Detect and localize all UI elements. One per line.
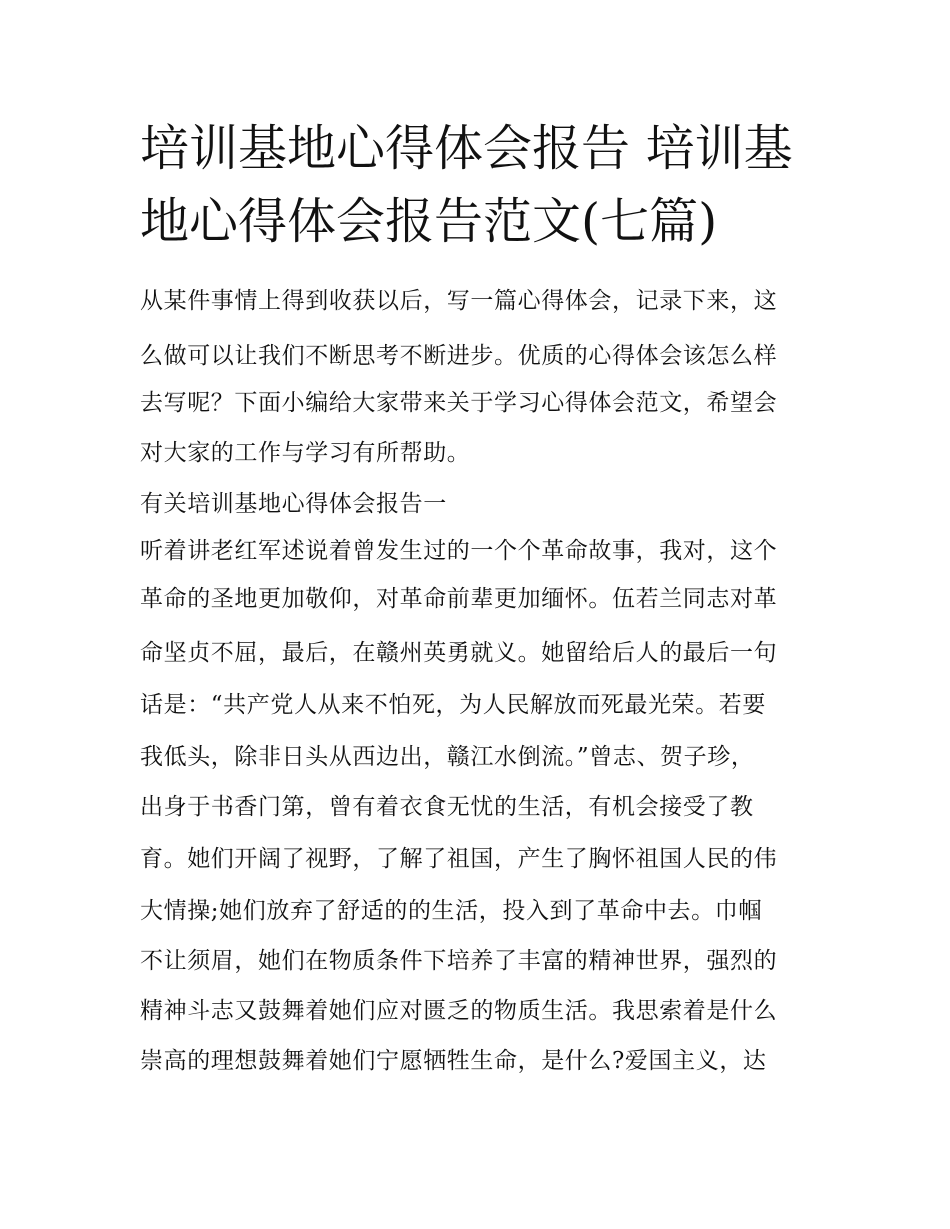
section-line-5: 我低头，除非日头从西边出，赣江水倒流。”曾志、贺子珍， (140, 744, 755, 770)
intro-line-1: 从某件事情上得到收获以后，写一篇心得体会，记录下来，这 (140, 288, 778, 314)
section-line-7: 育。她们开阔了视野，了解了祖国，产生了胸怀祖国人民的伟 (140, 846, 778, 872)
section-line-9: 不让须眉，她们在物质条件下培养了丰富的精神世界，强烈的 (140, 948, 778, 974)
section-line-1: 听着讲老红军述说着曾发生过的一个个革命故事，我对，这个 (140, 538, 778, 564)
section-line-2: 革命的圣地更加敬仰，对革命前辈更加缅怀。伍若兰同志对革 (140, 586, 778, 612)
document-title-line-1: 培训基地心得体会报告 培训基 (140, 120, 793, 177)
section-line-3: 命坚贞不屈，最后，在赣州英勇就义。她留给后人的最后一句 (140, 640, 778, 666)
section-line-6: 出身于书香门第，曾有着衣食无忧的生活，有机会接受了教 (140, 794, 754, 820)
section-line-8: 大情操;她们放弃了舒适的的生活，投入到了革命中去。巾帼 (140, 898, 762, 924)
document-title-line-2: 地心得体会报告范文(七篇) (140, 193, 718, 250)
section-heading: 有关培训基地心得体会报告一 (140, 491, 447, 517)
section-line-10: 精神斗志又鼓舞着她们应对匮乏的物质生活。我思索着是什么 (140, 998, 778, 1024)
section-line-11: 崇高的理想鼓舞着她们宁愿牺牲生命，是什么?爱国主义，达 (140, 1048, 767, 1074)
intro-line-3: 去写呢？下面小编给大家带来关于学习心得体会范文，希望会 (140, 390, 778, 416)
intro-line-4: 对大家的工作与学习有所帮助。 (140, 440, 471, 466)
section-line-4: 话是：“共产党人从来不怕死，为人民解放而死最光荣。若要 (140, 692, 766, 718)
intro-line-2: 么做可以让我们不断思考不断进步。优质的心得体会该怎么样 (140, 343, 778, 369)
